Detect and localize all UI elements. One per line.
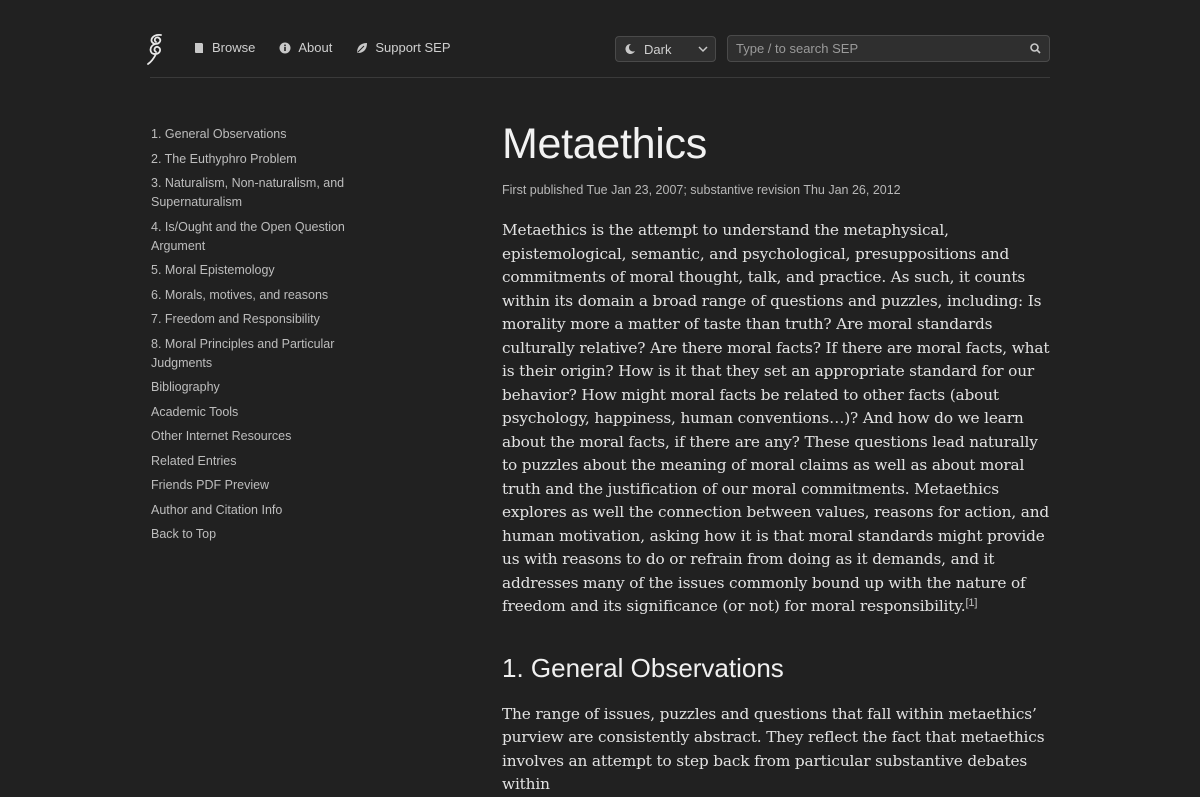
toc-item-academic-tools[interactable]: Academic Tools: [151, 404, 239, 419]
book-icon: [193, 42, 205, 54]
intro-paragraph: [502, 219, 1052, 619]
leaf-icon: [356, 42, 368, 54]
sep-logo-icon[interactable]: [145, 32, 169, 66]
table-of-contents: [151, 125, 381, 550]
toc-item-euthyphro-problem[interactable]: 2. The Euthyphro Problem: [151, 151, 297, 166]
toc-item-moral-principles[interactable]: 8. Moral Principles and Particular Judgments: [151, 336, 335, 370]
search-input[interactable]: [728, 36, 1018, 61]
nav-about-label: About: [298, 40, 333, 55]
toc-item-morals-motives[interactable]: 6. Morals, motives, and reasons: [151, 287, 329, 302]
toc-item-author-citation[interactable]: Author and Citation Info: [151, 502, 283, 517]
footnote-link[interactable]: [1]: [965, 597, 978, 609]
search-icon[interactable]: [1030, 43, 1041, 54]
chevron-down-icon: [698, 45, 708, 53]
info-icon: [279, 42, 291, 54]
search-box: [727, 35, 1050, 62]
page-title: Metaethics: [502, 120, 707, 168]
toc-item-pdf-preview[interactable]: Friends PDF Preview: [151, 478, 270, 492]
toc-item-moral-epistemology[interactable]: 5. Moral Epistemology: [151, 263, 275, 277]
toc-item-general-observations[interactable]: 1. General Observations: [151, 127, 287, 141]
toc-item-related-entries[interactable]: Related Entries: [151, 453, 237, 468]
publication-info: First published Tue Jan 23, 2007; substantive revision Thu Jan 26, 2012: [502, 183, 901, 197]
toc-item-other-resources[interactable]: Other Internet Resources: [151, 429, 292, 443]
section-heading: 1. General Observations: [502, 652, 784, 683]
intro-text: Metaethics is the attempt to understand the metaphysical, epistemological, semantic, and psychological, presuppositions and commitments of moral thought, talk, and practice. As such, it counts within its domain a broad range of questions and puzzles, including: Is morality more a matter of taste than truth? Are moral standards culturally relative? Are there moral facts? If there are moral facts, what is their origin? How is it that they set an appropriate standard for our behavior? How might moral facts be related to other facts (about psychology, happiness, human conventions…)? And how do we learn about the moral facts, if there are any? These questions lead naturally to puzzles about the meaning of moral claims as well as about moral truth and the justification of our moral commitments. Metaethics explores as well the connection between values, reasons for action, and human motivation, asking how it is that moral standards might provide us with reasons to do or refrain from doing as it demands, and it addresses many of the issues commonly bound up with the nature of freedom and its significance (or not) for moral responsibility.: [502, 221, 1050, 615]
article-main: [502, 118, 1052, 797]
toc-item-is-ought[interactable]: 4. Is/Ought and the Open Question Argument: [151, 219, 345, 253]
toc-item-bibliography[interactable]: Bibliography: [151, 380, 220, 394]
toc-item-freedom-responsibility[interactable]: 7. Freedom and Responsibility: [151, 312, 320, 326]
nav-support-label: Support SEP: [375, 40, 451, 55]
theme-select-value: Dark: [644, 41, 672, 57]
nav-about[interactable]: [279, 40, 332, 55]
top-navigation: [150, 0, 1050, 78]
toc-item-back-to-top[interactable]: Back to Top: [151, 527, 217, 541]
main-nav: [193, 40, 451, 55]
section-paragraph: The range of issues, puzzles and questions that fall within metaethics’ purview are consistently abstract. They reflect the fact that metaethics involves an attempt to step back from particular substantive debates within: [502, 704, 1045, 793]
nav-browse-label: Browse: [212, 40, 256, 55]
nav-support[interactable]: [356, 40, 450, 55]
nav-browse[interactable]: [193, 40, 255, 55]
theme-select[interactable]: [615, 36, 716, 62]
toc-item-naturalism[interactable]: 3. Naturalism, Non-naturalism, and Supernaturalism: [151, 176, 345, 209]
moon-icon: [624, 43, 636, 55]
